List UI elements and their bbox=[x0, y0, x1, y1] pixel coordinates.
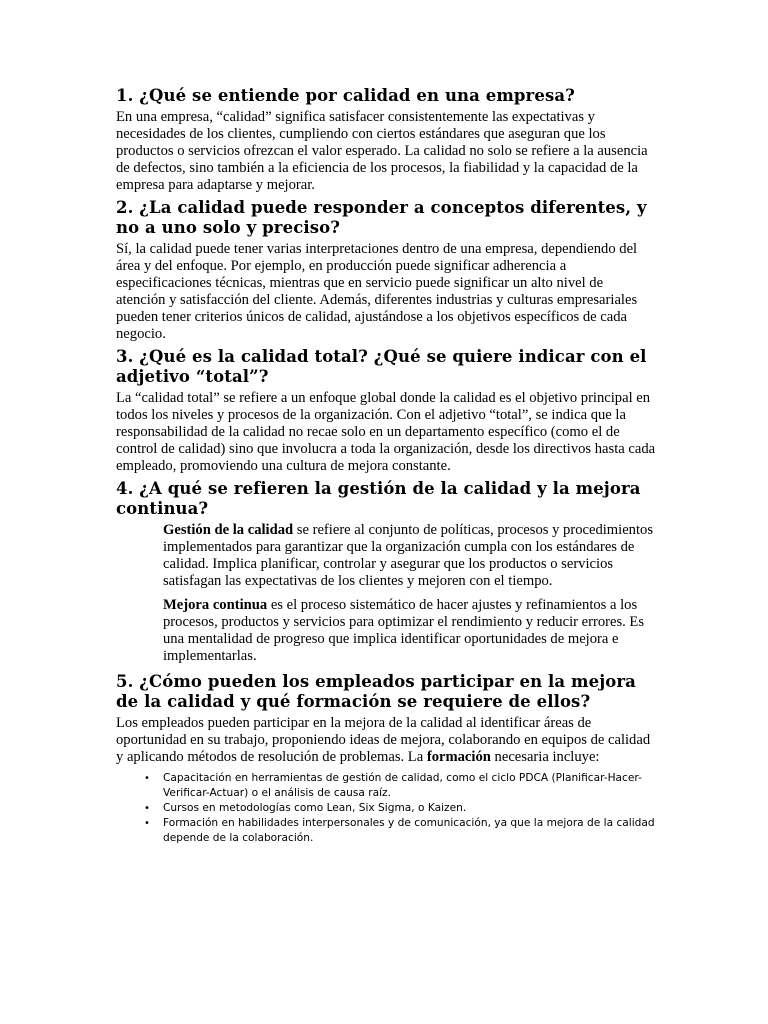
list-item bbox=[144, 801, 656, 816]
answer-5-text-before: Los empleados pueden participar en la mejora de la calidad al identificar áreas de oportunidad en su trabajo, proponiendo ideas de mejora, colaborando en equipos de calidad y aplicando métodos de resolución de problemas. La bbox=[116, 715, 651, 765]
list-item bbox=[144, 771, 656, 801]
question-5-heading: 5. ¿Cómo pueden los empleados participar en la mejora de la calidad y qué formación se requiere de ellos? bbox=[116, 672, 636, 711]
definition-continuous-improvement bbox=[163, 597, 656, 665]
definition-term: Mejora continua bbox=[163, 597, 268, 613]
question-4-heading: 4. ¿A qué se refieren la gestión de la calidad y la mejora continua? bbox=[116, 479, 641, 518]
definition-term: Gestión de la calidad bbox=[163, 522, 294, 538]
question-1-heading: 1. ¿Qué se entiende por calidad en una empresa? bbox=[116, 86, 575, 105]
list-item-text: Capacitación en herramientas de gestión de calidad, como el ciclo PDCA (Planificar-Hacer-Verificar-Actuar) o el análisis de causa raíz. bbox=[163, 772, 642, 799]
bullet-icon: • bbox=[144, 773, 150, 784]
question-3-heading: 3. ¿Qué es la calidad total? ¿Qué se quiere indicar con el adjetivo “total”? bbox=[116, 347, 647, 386]
question-2-heading: 2. ¿La calidad puede responder a conceptos diferentes, y no a uno solo y preciso? bbox=[116, 198, 647, 237]
answer-4-definitions bbox=[163, 522, 656, 665]
answer-1-text: En una empresa, “calidad” significa satisfacer consistentemente las expectativas y necesidades de los clientes, cumpliendo con ciertos estándares que aseguran que los productos o servicios ofrezcan el valor esperado. La calidad no solo se refiere a la ausencia de defectos, sino también a la eficiencia de los procesos, la fiabilidad y la capacidad de la empresa para adaptarse y mejorar. bbox=[116, 109, 648, 193]
definition-text: se refiere al conjunto de políticas, procesos y procedimientos implementados para garantizar que la organización cumpla con los estándares de calidad. Implica planificar, controlar y asegurar que los productos o servicios satisfagan las expectativas de los clientes y mejoren con el tiempo. bbox=[163, 522, 654, 589]
bullet-icon: • bbox=[144, 803, 150, 814]
bullet-icon: • bbox=[144, 818, 150, 829]
answer-2-text: Sí, la calidad puede tener varias interpretaciones dentro de una empresa, dependiendo del área y del enfoque. Por ejemplo, en producción puede significar adherencia a especificaciones técnicas, mientras que en servicio puede significar un alto nivel de atención y satisfacción del cliente. Además, diferentes industrias y culturas empresariales pueden tener criterios únicos de calidad, ajustándose a los objetivos específicos de cada negocio. bbox=[116, 241, 638, 342]
answer-3-text: La “calidad total” se refiere a un enfoque global donde la calidad es el objetivo principal en todos los niveles y procesos de la organización. Con el adjetivo “total”, se indica que la responsabilidad de la calidad no recae solo en un departamento específico (como el de control de calidad) sino que involucra a toda la organización, desde los directivos hasta cada empleado, promoviendo una cultura de mejora constante. bbox=[116, 390, 656, 474]
list-item-text: Formación en habilidades interpersonales y de comunicación, ya que la mejora de la calidad depende de la colaboración. bbox=[163, 817, 655, 844]
answer-5-bold-term: formación bbox=[426, 749, 491, 765]
definition-text: es el proceso sistemático de hacer ajustes y refinamientos a los procesos, productos y servicios para optimizar el rendimiento y reducir errores. Es una mentalidad de progreso que implica identificar oportunidades de mejora e implementarlas. bbox=[163, 597, 645, 664]
answer-5-text bbox=[116, 715, 656, 766]
list-item-text: Cursos en metodologías como Lean, Six Sigma, o Kaizen. bbox=[163, 802, 467, 814]
list-item bbox=[144, 816, 656, 846]
document-page bbox=[116, 86, 656, 846]
definition-quality-management bbox=[163, 522, 656, 590]
training-list bbox=[116, 771, 656, 846]
answer-5-text-after: necesaria incluye: bbox=[490, 749, 600, 765]
